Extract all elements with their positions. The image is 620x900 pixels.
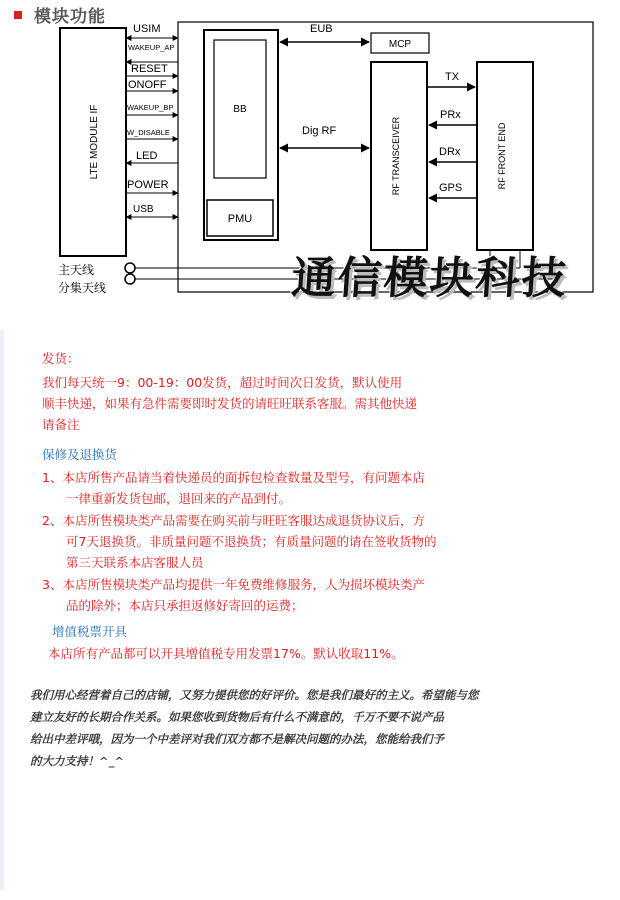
signal-w-disable: W_DISABLE — [127, 128, 170, 137]
warranty-line-3: 2、本店所售模块类产品需要在购买前与旺旺客服达成退货协议后，方 — [42, 513, 425, 528]
watermark-text: 通信模块科技 — [289, 253, 570, 304]
info-section — [0, 330, 620, 900]
invoice-line: 本店所有产品都可以开具增值税专用发票17%。默认收取11%。 — [48, 646, 404, 661]
invoice-heading: 增值税票开具 — [52, 624, 128, 639]
shipping-line-3: 请备注 — [42, 417, 80, 432]
warranty-line-7: 品的除外；本店只承担返修好寄回的运费； — [66, 598, 304, 613]
closing-line-4: 的大力支持！^_^ — [30, 754, 125, 768]
eub-label: EUB — [310, 23, 333, 35]
warranty-line-6: 3、本店所售模块类产品均提供一年免费维修服务，人为损坏模块类产 — [42, 577, 425, 592]
front-end-label: RF FRONT END — [497, 122, 507, 190]
diagram-title: 模块功能 — [34, 7, 106, 27]
signal-wakeup-ap: WAKEUP_AP — [128, 43, 175, 52]
lte-module-label: LTE MODULE IF — [89, 104, 100, 180]
signal-usb: USB — [133, 204, 154, 215]
pmu-label: PMU — [227, 213, 253, 225]
signal-reset: RESET — [131, 63, 168, 75]
dig-rf-label: Dig RF — [302, 125, 337, 137]
warranty-line-1: 1、本店所售产品请当着快递员的面拆包检查数量及型号，有问题本店 — [42, 470, 425, 485]
warranty-line-4: 可7天退换货。非质量问题不退换货；有质量问题的请在签收货物的 — [66, 534, 437, 549]
bb-label: BB — [233, 104, 247, 115]
rf-tx: TX — [445, 71, 460, 83]
transceiver-label: RF TRANSCEIVER — [391, 116, 401, 196]
rf-drx: DRx — [439, 146, 461, 158]
warranty-heading: 保修及退换货 — [42, 447, 118, 462]
signal-led: LED — [136, 150, 158, 162]
rf-labels — [439, 71, 462, 194]
warranty-line-5: 第三天联系本店客服人员 — [66, 555, 204, 570]
signal-onoff: ONOFF — [128, 79, 167, 91]
closing-line-1: 我们用心经营着自己的店铺，又努力提供您的好评价。您是我们最好的主义。希望能与您 — [30, 688, 479, 702]
shipping-heading: 发货： — [42, 351, 80, 366]
section-left-bar — [0, 330, 4, 890]
closing-line-3: 给出中差评哦，因为一个中差评对我们双方都不是解决问题的办法，您能给我们予 — [30, 732, 444, 746]
antenna-div-label: 分集天线 — [58, 281, 107, 295]
signal-labels — [127, 23, 174, 215]
rf-prx: PRx — [440, 109, 461, 121]
mcp-label: MCP — [388, 39, 412, 50]
shipping-line-2: 顺丰快递，如果有急件需要即时发货的请旺旺联系客服。需其他快递 — [42, 396, 418, 411]
signal-usim: USIM — [133, 23, 161, 35]
signal-power: POWER — [127, 179, 169, 191]
closing-line-2: 建立友好的长期合作关系。如果您收到货物后有什么不满意的，千万不要不说产品 — [30, 710, 444, 724]
signal-wakeup-bp: WAKEUP_BP — [127, 103, 174, 112]
antenna-main-label: 主天线 — [58, 263, 95, 277]
warranty-line-2: 一律重新发货包邮，退回来的产品到付。 — [66, 491, 292, 506]
shipping-line-1: 我们每天统一9：00-19：00发货，超过时间次日发货，默认使用 — [42, 375, 403, 390]
rf-gps: GPS — [439, 182, 463, 194]
module-diagram — [0, 0, 620, 330]
